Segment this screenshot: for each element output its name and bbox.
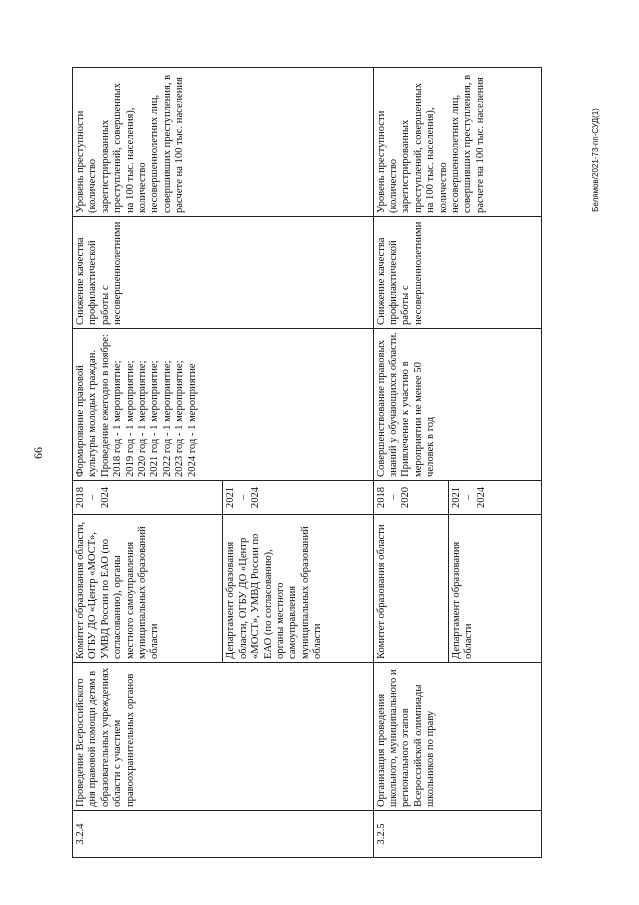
year-dash: – <box>463 494 475 501</box>
years-cell <box>448 481 541 515</box>
year-start: 2021 <box>225 486 237 509</box>
result-line: 2024 год - 1 мероприятие <box>186 363 198 477</box>
executor-cell: Комитет образования области, ОГБУ ДО «Центр «МОСТ», УМВД России по ЕАО (по согласованию), органы местного самоуправления муниципальных образований области <box>73 515 223 663</box>
result-line: Проведение ежегодно в ноябре: <box>99 334 111 477</box>
year-end: 2024 <box>475 486 487 509</box>
row-number: 3.2.5 <box>373 811 541 858</box>
result-line: Совершенствование правовых знаний у обучающихся области. <box>375 332 400 477</box>
event-cell: Организация проведения школьного, муниципального и регионального этапов Всероссийской олимпиады школьников по праву <box>373 663 541 811</box>
year-start: 2018 <box>375 486 387 509</box>
indicator-cell: Уровень преступности (количество зарегистрированных преступлений, совершенных на 100 тыс. населения), количество несовершеннолетних лиц, совершивших преступления, в расчете на 100 тыс. населения <box>373 68 541 217</box>
page-number: 66 <box>31 447 45 459</box>
year-end: 2024 <box>99 486 111 509</box>
table-row <box>73 68 223 858</box>
measures-table <box>72 67 542 858</box>
executor-cell: Департамент образования области <box>448 515 541 663</box>
year-dash: – <box>388 494 400 501</box>
year-dash: – <box>87 494 99 501</box>
result-line: Формирование правовой культуры молодых граждан. <box>75 349 99 477</box>
result-cell <box>73 329 374 481</box>
year-end: 2020 <box>400 486 412 509</box>
year-start: 2021 <box>450 486 462 509</box>
result-line: 2020 год - 1 мероприятие; <box>137 360 149 477</box>
indicator-cell: Уровень преступности (количество зарегистрированных преступлений, совершенных на 100 тыс. населения), количество несовершеннолетних лиц, совершивших преступления, в расчете на 100 тыс. населения <box>73 68 374 217</box>
executor-cell: Комитет образования области <box>373 515 448 663</box>
rotated-table-container <box>72 68 542 858</box>
year-start: 2018 <box>75 486 86 509</box>
result-line: 2023 год - 1 мероприятие; <box>174 360 186 477</box>
year-dash: – <box>237 494 249 501</box>
years-cell <box>373 481 448 515</box>
year-end: 2024 <box>250 486 262 509</box>
row-number: 3.2.4 <box>73 811 374 858</box>
result-line: 2021 год - 1 мероприятие; <box>149 360 161 477</box>
document-footer-code: Белямов/2021-73-пп-СУД(1) <box>591 108 600 212</box>
result-line: 2022 год - 1 мероприятие; <box>161 360 173 477</box>
result-cell <box>373 329 541 481</box>
table-row <box>373 68 448 858</box>
result-line: Привлечение к участию в мероприятии не менее 50 человек в год <box>400 361 437 477</box>
consequence-cell: Снижение качества профилактической работы с несовершеннолетними <box>73 217 374 329</box>
years-cell <box>73 481 223 515</box>
result-line: 2018 год - 1 мероприятие; <box>112 360 124 477</box>
result-line: 2019 год - 1 мероприятие; <box>124 360 136 477</box>
years-cell <box>223 481 373 515</box>
event-cell: Проведение Всероссийского дня правовой помощи детям в образовательных учреждениях области с участием правоохранительных органов <box>73 663 374 811</box>
consequence-cell: Снижение качества профилактической работы с несовершеннолетними <box>373 217 541 329</box>
executor-cell: Департамент образования области, ОГБУ ДО «Центр «МОСТ», УМВД России по ЕАО (по согласованию), органы местного самоуправления муниципальных образований области <box>223 515 373 663</box>
